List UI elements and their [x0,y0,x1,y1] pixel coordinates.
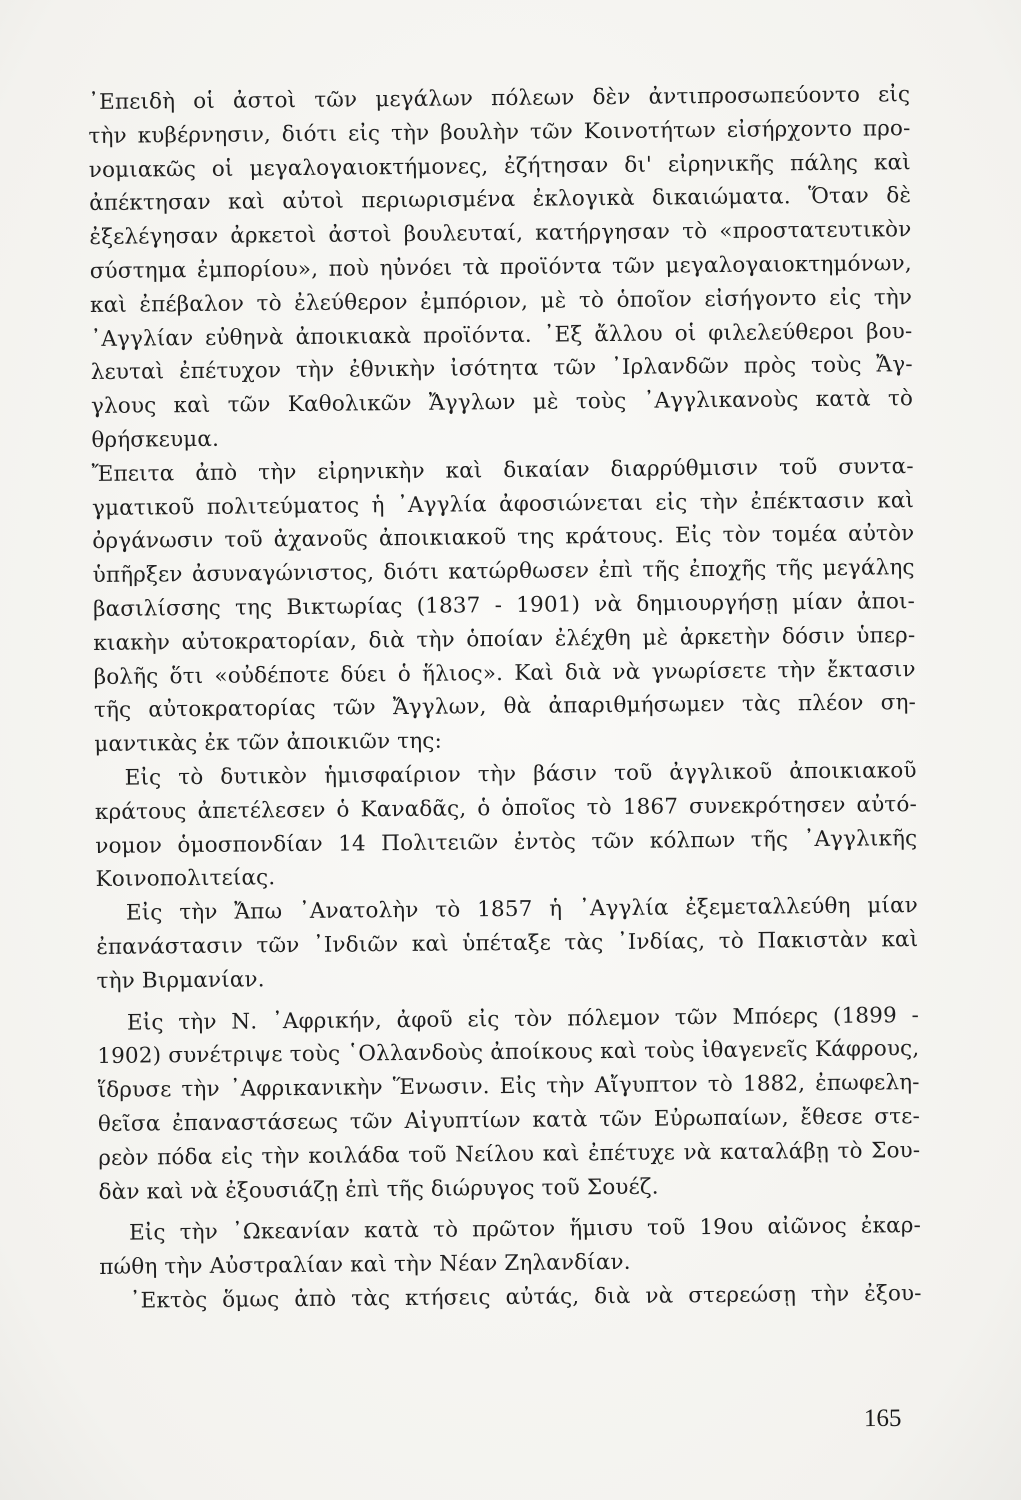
text-line: ᾿Αγγλίαν εὐθηνὰ ἀποικιακὰ προϊόντα. ᾿Εξ ἄλλου οἱ φιλελεύθεροι βου- [90,318,913,352]
text-line: Εἰς τὴν Ν. ᾿Αφρικήν, ἀφοῦ εἰς τὸν πόλεμον τῶν Μπόερς (1899 - [126,1002,920,1036]
text-line: τῆς αὐτοκρατορίας τῶν Ἄγγλων, θὰ ἀπαριθμήσωμεν τὰς πλέον ση- [93,690,917,724]
text-line: καὶ ἐπέβαλον τὸ ἐλεύθερον ἐμπόριον, μὲ τὸ ὁποῖον εἰσήγοντο εἰς τὴν [89,284,913,318]
text-line: σύστημα ἐμπορίου», ποὺ ηὐνόει τὰ προϊόντα τῶν μεγαλογαιοκτημόνων, [89,251,912,284]
text-line: νομιακῶς οἱ μεγαλογαιοκτήμονες, ἐζήτησαν δι' εἰρηνικῆς πάλης καὶ [88,149,911,183]
text-line: ἵδρυσε τὴν ᾿Αφρικανικὴν Ἕνωσιν. Εἰς τὴν Αἴγυπτον τὸ 1882, ἐπωφελη- [97,1070,920,1104]
text-line: βολῆς ὅτι «οὐδέποτε δύει ὁ ἥλιος». Καὶ διὰ νὰ γνωρίσετε τὴν ἔκτασιν [93,656,916,690]
text-line: θρήσκευμα. [91,426,220,453]
text-line: ρεὸν πόδα εἰς τὴν κοιλάδα τοῦ Νείλου καὶ ἐπέτυχε νὰ καταλάβῃ τὸ Σου- [98,1137,921,1171]
text-line: ὀργάνωσιν τοῦ ἀχανοῦς ἀποικιακοῦ της κράτους. Εἰς τὸν τομέα αὐτὸν [92,521,915,555]
text-line: γματικοῦ πολιτεύματος ἡ ᾿Αγγλία ἀφοσιώνεται εἰς τὴν ἐπέκτασιν καὶ [91,487,915,521]
text-line: κράτους ἀπετέλεσεν ὁ Καναδᾶς, ὁ ὁποῖος τὸ 1867 συνεκρότησεν αὐτό- [94,791,918,825]
text-line: ἐπανάστασιν τῶν ᾿Ινδιῶν καὶ ὑπέταξε τὰς ᾿Ινδίας, τὸ Πακιστὰν καὶ [96,926,919,960]
text-line: Κοινοπολιτείας. [95,865,276,893]
text-line: 1902) συνέτριψε τοὺς ῾Ολλανδοὺς ἀποίκους καὶ τοὺς ἰθαγενεῖς Κάφρους, [97,1036,920,1070]
text-line: δὰν καὶ νὰ ἐξουσιάζῃ ἐπὶ τῆς διώρυγος τοῦ Σουέζ. [98,1174,659,1205]
text-line: νομον ὁμοσπονδίαν 14 Πολιτειῶν ἐντὸς τῶν κόλπων τῆς ᾿Αγγλικῆς [95,825,918,859]
text-line: τὴν Βιρμανίαν. [96,967,265,994]
text-line: ὑπῆρξεν ἀσυναγώνιστος, διότι κατώρθωσεν ἐπὶ τῆς ἐποχῆς τῆς μεγάλης [92,555,915,589]
text-line: θεῖσα ἐπαναστάσεως τῶν Αἰγυπτίων κατὰ τῶν Εὐρωπαίων, ἔθεσε στε- [97,1103,921,1137]
text-line: ᾿Επειδὴ οἱ ἀστοὶ τῶν μεγάλων πόλεων δὲν ἀντιπροσωπεύοντο εἰς [88,82,911,115]
text-line: κιακὴν αὐτοκρατορίαν, διὰ τὴν ὁποίαν ἐλέχθη μὲ ἀρκετὴν δόσιν ὑπερ- [93,622,916,656]
text-line: ἐξελέγησαν ἀρκετοὶ ἀστοὶ βουλευταί, κατήργησαν τὸ «προστατευτικὸν [89,217,912,251]
text-line: ἀπέκτησαν καὶ αὐτοὶ περιωρισμένα ἐκλογικὰ δικαιώματα. Ὅταν δὲ [89,183,912,217]
text-line: Εἰς τὴν ᾿Ωκεανίαν κατὰ τὸ πρῶτον ἥμισυ τοῦ 19ου αἰῶνος ἐκαρ- [128,1213,922,1246]
text-line: Εἰς τὸ δυτικὸν ἡμισφαίριον τὴν βάσιν τοῦ ἀγγλικοῦ ἀποικιακοῦ [124,758,917,791]
text-line: γλους καὶ τῶν Καθολικῶν Ἄγγλων μὲ τοὺς ᾿Αγγλικανοὺς κατὰ τὸ [90,386,914,420]
text-line: ᾿Εκτὸς ὅμως ἀπὸ τὰς κτήσεις αὐτάς, διὰ νὰ στερεώσῃ τὴν ἐξου- [129,1280,922,1314]
text-line: πώθη τὴν Αὐστραλίαν καὶ τὴν Νέαν Ζηλανδίαν. [99,1249,631,1281]
text-line: Εἰς τὴν Ἄπω ᾿Ανατολὴν τὸ 1857 ἡ ᾿Αγγλία ἐξεμεταλλεύθη μίαν [125,893,919,926]
body-text [88,78,922,1319]
text-line: βασιλίσσης της Βικτωρίας (1837 - 1901) νὰ δημιουργήσῃ μίαν ἀποι- [92,589,916,622]
text-line: μαντικὰς ἐκ τῶν ἀποικιῶν της: [94,728,443,758]
page-number: 165 [863,1404,902,1433]
text-line: Ἔπειτα ἀπὸ τὴν εἰρηνικὴν καὶ δικαίαν διαρρύθμισιν τοῦ συντα- [91,453,914,487]
text-line: λευταὶ ἐπέτυχον τὴν ἐθνικὴν ἰσότητα τῶν ᾿Ιρλανδῶν πρὸς τοὺς Ἄγ- [90,352,913,386]
text-line: τὴν κυβέρνησιν, διότι εἰς τὴν βουλὴν τῶν Κοινοτήτων εἰσήρχοντο προ- [88,115,911,149]
